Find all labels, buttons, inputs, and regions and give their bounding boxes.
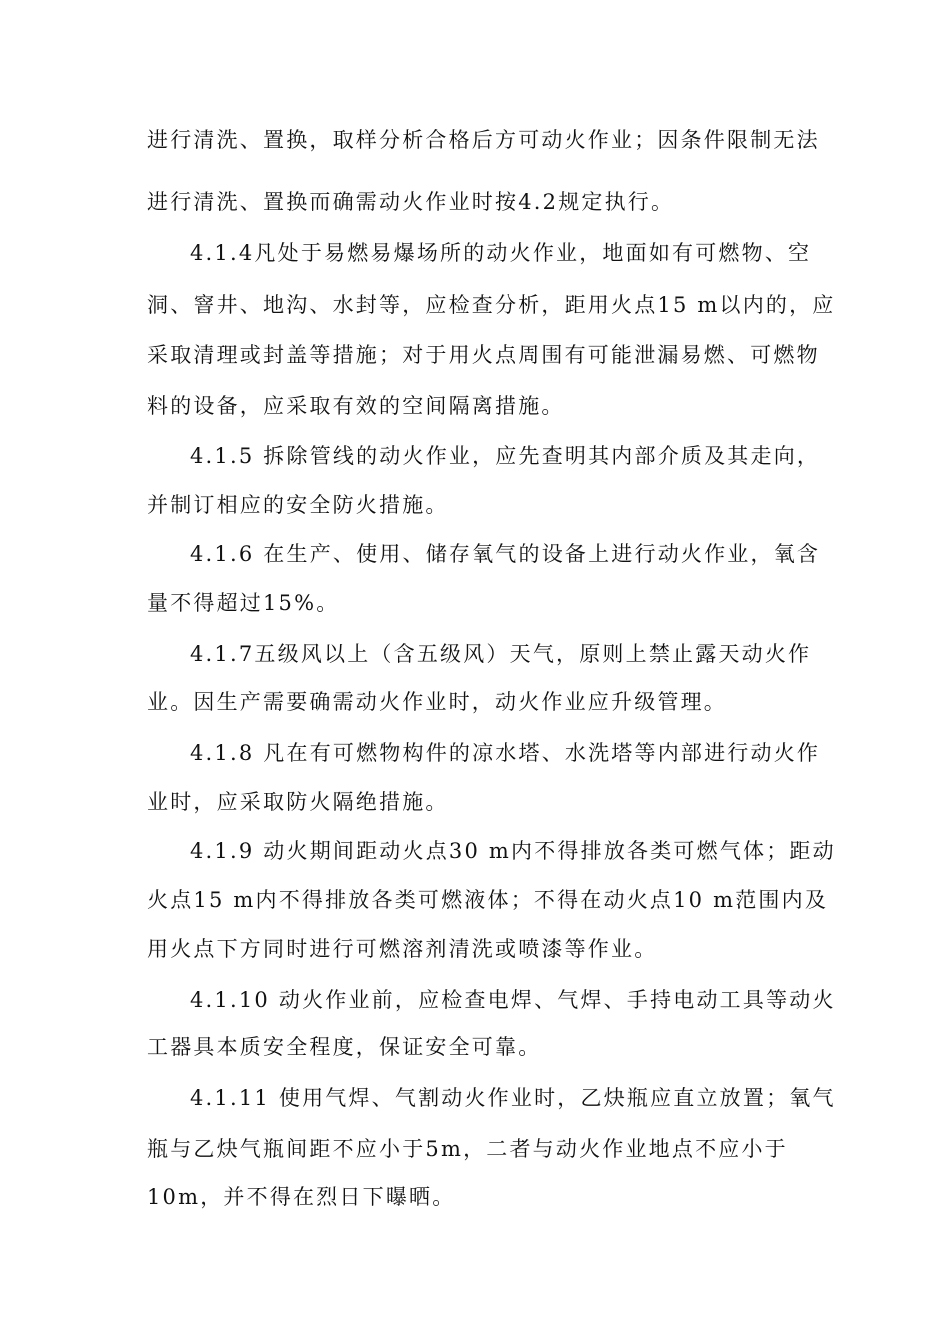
clause-4-1-11-line: 4.1.11 使用气焊、气割动火作业时，乙炔瓶应直立放置；氧气 <box>190 1086 836 1110</box>
clause-4-1-6-line: 4.1.6 在生产、使用、储存氧气的设备上进行动火作业，氧含 <box>190 542 821 566</box>
text-line: 洞、窨井、地沟、水封等，应检查分析，距用火点15 m以内的，应 <box>147 293 836 317</box>
text-line: 进行清洗、置换，取样分析合格后方可动火作业；因条件限制无法 <box>147 128 820 152</box>
text-line: 瓶与乙炔气瓶间距不应小于5m，二者与动火作业地点不应小于 <box>147 1137 788 1161</box>
clause-4-1-5-line: 4.1.5 拆除管线的动火作业，应先查明其内部介质及其走向， <box>190 444 821 468</box>
text-line: 料的设备，应采取有效的空间隔离措施。 <box>147 394 565 418</box>
text-line: 采取清理或封盖等措施；对于用火点周围有可能泄漏易燃、可燃物 <box>147 343 820 367</box>
text-line: 业。因生产需要确需动火作业时，动火作业应升级管理。 <box>147 690 727 714</box>
clause-4-1-8-line: 4.1.8 凡在有可燃物构件的凉水塔、水洗塔等内部进行动火作 <box>190 741 821 765</box>
text-line: 用火点下方同时进行可燃溶剂清洗或喷漆等作业。 <box>147 937 658 961</box>
text-line: 并制订相应的安全防火措施。 <box>147 493 449 517</box>
clause-4-1-9-line: 4.1.9 动火期间距动火点30 m内不得排放各类可燃气体；距动 <box>190 839 836 863</box>
text-line: 10m，并不得在烈日下曝晒。 <box>147 1185 456 1209</box>
clause-4-1-4-line: 4.1.4凡处于易燃易爆场所的动火作业，地面如有可燃物、空 <box>190 241 812 265</box>
clause-4-1-10-line: 4.1.10 动火作业前，应检查电焊、气焊、手持电动工具等动火 <box>190 988 836 1012</box>
text-line: 工器具本质安全程度，保证安全可靠。 <box>147 1035 542 1059</box>
text-line: 量不得超过15%。 <box>147 591 340 615</box>
text-line: 火点15 m内不得排放各类可燃液体；不得在动火点10 m范围内及 <box>147 888 829 912</box>
text-line: 进行清洗、置换而确需动火作业时按4.2规定执行。 <box>147 190 675 214</box>
text-line: 业时，应采取防火隔绝措施。 <box>147 790 449 814</box>
clause-4-1-7-line: 4.1.7五级风以上（含五级风）天气，原则上禁止露天动火作 <box>190 642 812 666</box>
